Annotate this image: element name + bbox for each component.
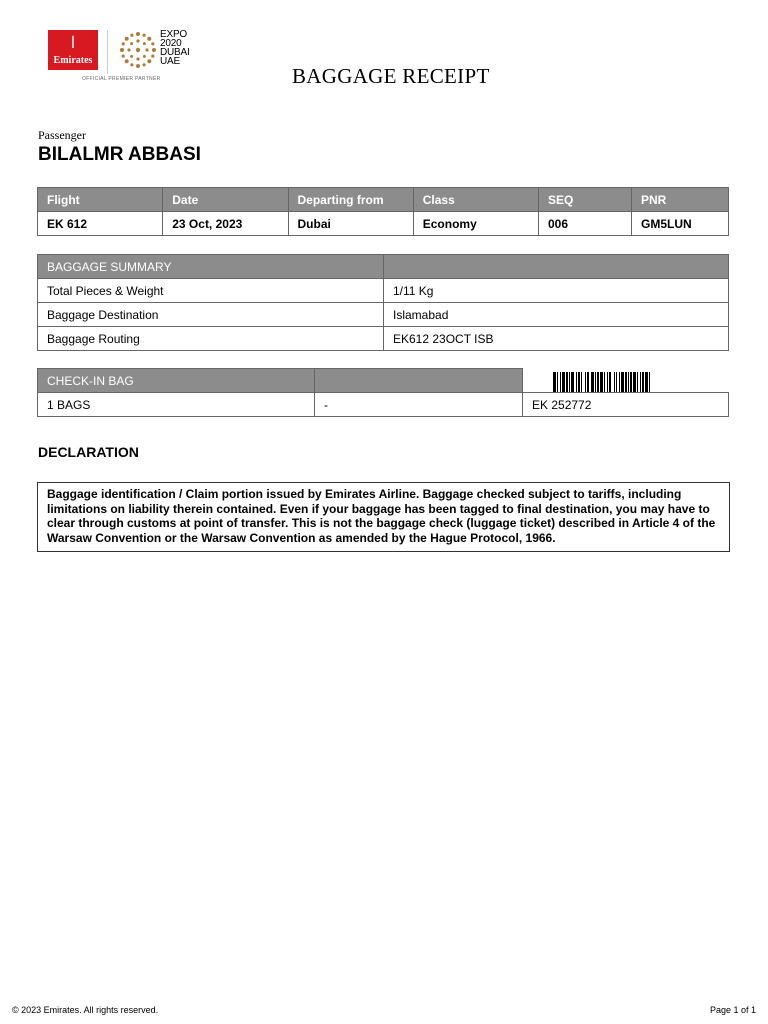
checkin-header-row bbox=[38, 369, 729, 393]
checkin-header: CHECK-IN BAG bbox=[38, 369, 315, 393]
partner-caption: OFFICIAL PREMIER PARTNER bbox=[82, 76, 161, 82]
header-seq: SEQ bbox=[539, 188, 632, 212]
summary-row bbox=[38, 327, 729, 351]
header-pnr: PNR bbox=[632, 188, 729, 212]
summary-label: Baggage Routing bbox=[38, 327, 384, 351]
value-pnr: GM5LUN bbox=[632, 212, 729, 236]
summary-value: EK612 23OCT ISB bbox=[384, 327, 729, 351]
emirates-logo bbox=[48, 30, 98, 70]
summary-value: 1/11 Kg bbox=[384, 279, 729, 303]
passenger-name: BILALMR ABBASI bbox=[38, 144, 201, 165]
summary-row bbox=[38, 279, 729, 303]
value-seq: 006 bbox=[539, 212, 632, 236]
passenger-label: Passenger bbox=[38, 128, 86, 142]
value-date: 23 Oct, 2023 bbox=[163, 212, 288, 236]
header-departing: Departing from bbox=[288, 188, 413, 212]
checkin-header-blank bbox=[315, 369, 523, 393]
summary-header-blank bbox=[384, 255, 729, 279]
summary-value: Islamabad bbox=[384, 303, 729, 327]
emirates-logo-text: Emirates bbox=[53, 55, 93, 66]
document-title: BAGGAGE RECEIPT bbox=[292, 64, 490, 88]
checkin-tag: EK 252772 bbox=[523, 393, 729, 417]
barcode-icon bbox=[553, 372, 723, 392]
value-class: Economy bbox=[413, 212, 538, 236]
baggage-summary-table bbox=[37, 254, 729, 351]
flight-header-row bbox=[38, 188, 729, 212]
declaration-text: Baggage identification / Claim portion issued by Emirates Airline. Baggage checked subject to tariffs, including limitations on liability therein contained. Even if your baggage has been tagged to final destination, you may have to clear through customs at point of transfer. This is not the baggage check (luggage ticket) described in Article 4 of the Warsaw Convention or the Warsaw Convention as amended by the Hague Protocol, 1966. bbox=[37, 482, 730, 552]
header-date: Date bbox=[163, 188, 288, 212]
footer-copyright: © 2023 Emirates. All rights reserved. bbox=[12, 1005, 159, 1015]
checkin-value-row bbox=[38, 393, 729, 417]
summary-label: Baggage Destination bbox=[38, 303, 384, 327]
header-flight: Flight bbox=[38, 188, 163, 212]
declaration-title: DECLARATION bbox=[38, 444, 139, 460]
checkin-dash: - bbox=[315, 393, 523, 417]
flight-details-table bbox=[37, 187, 729, 236]
footer-page-number: Page 1 of 1 bbox=[709, 1005, 756, 1015]
flight-value-row bbox=[38, 212, 729, 236]
emirates-calligraphy-icon: ﺍ bbox=[70, 33, 76, 52]
checkin-bag-table bbox=[37, 368, 729, 417]
summary-header-row bbox=[38, 255, 729, 279]
value-flight: EK 612 bbox=[38, 212, 163, 236]
checkin-bags: 1 BAGS bbox=[38, 393, 315, 417]
summary-row bbox=[38, 303, 729, 327]
summary-header: BAGGAGE SUMMARY bbox=[38, 255, 384, 279]
logo-divider bbox=[107, 30, 108, 74]
expo-2020-logo-text: EXPO 2020 DUBAI UAE bbox=[160, 29, 190, 67]
summary-label: Total Pieces & Weight bbox=[38, 279, 384, 303]
value-departing: Dubai bbox=[288, 212, 413, 236]
barcode-cell bbox=[523, 369, 729, 393]
expo-emblem-icon bbox=[118, 30, 158, 70]
header-class: Class bbox=[413, 188, 538, 212]
